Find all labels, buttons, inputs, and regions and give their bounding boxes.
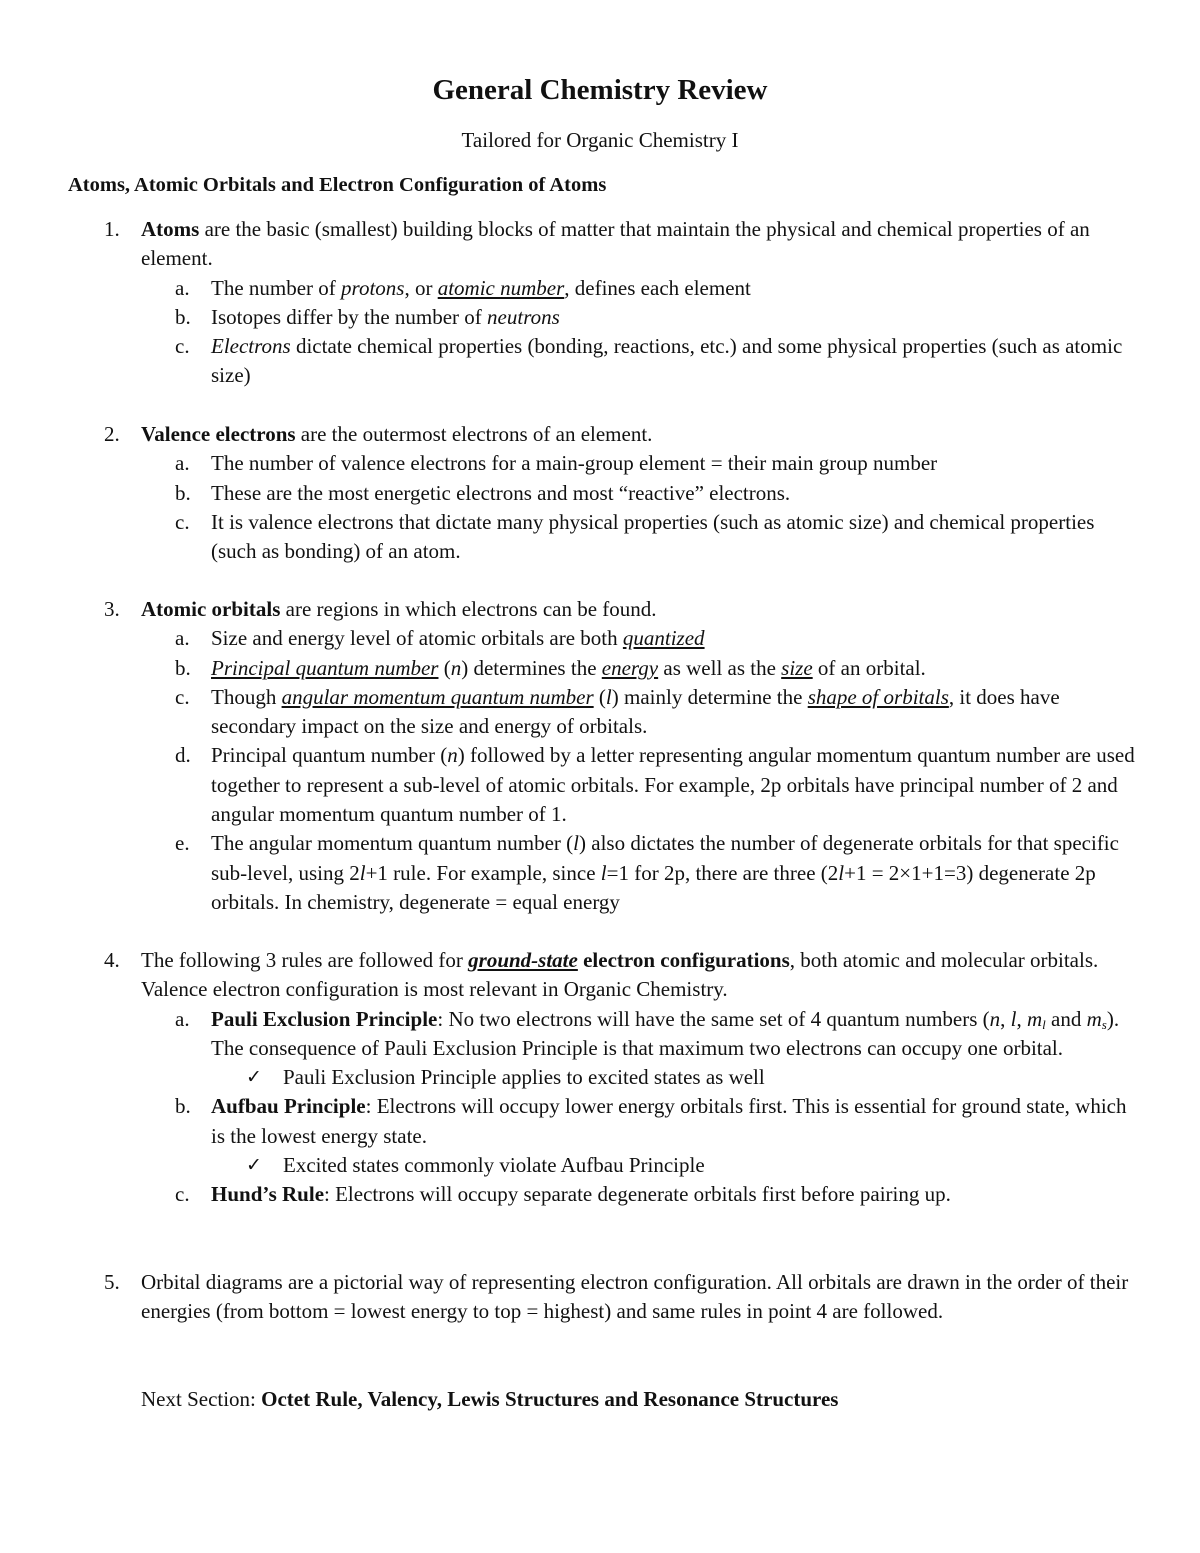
text: Size and energy level of atomic orbitals are both bbox=[211, 626, 623, 651]
item-body: are the basic (smallest) building blocks of matter that maintain the physical and chemical properties of an element. bbox=[141, 217, 1090, 271]
text: as well as the bbox=[658, 655, 782, 680]
text: ( bbox=[593, 684, 606, 709]
sub-item-3a bbox=[0, 624, 1200, 653]
item-body: are the outermost electrons of an element. bbox=[295, 422, 653, 446]
text: ( bbox=[438, 655, 451, 680]
text: , bbox=[1000, 1006, 1011, 1031]
text: ) mainly determine the bbox=[611, 684, 808, 709]
sub-letter: b. bbox=[175, 655, 191, 680]
item-number: 2. bbox=[104, 422, 120, 446]
text: Excited states commonly violate Aufbau Principle bbox=[283, 1153, 705, 1178]
sub-letter: c. bbox=[175, 684, 190, 709]
text: The following 3 rules are followed for bbox=[141, 948, 469, 972]
sub-letter: c. bbox=[175, 509, 190, 534]
text: Hund’s Rule bbox=[211, 1182, 325, 1207]
text: : Electrons will occupy separate degenerate orbitals first before pairing up. bbox=[324, 1182, 951, 1207]
text: , bbox=[1016, 1006, 1022, 1031]
text: and bbox=[1045, 1006, 1087, 1031]
check-item-aufbau bbox=[246, 1151, 1200, 1180]
sub-item-4c bbox=[0, 1180, 1200, 1209]
sub-item-4b bbox=[0, 1092, 1200, 1151]
text: quantized bbox=[622, 626, 705, 651]
text: m bbox=[1027, 1006, 1043, 1031]
item-text bbox=[141, 420, 1141, 449]
text: , or bbox=[404, 275, 438, 300]
sub-letter: b. bbox=[175, 480, 191, 505]
text: n bbox=[989, 1006, 1001, 1031]
text: angular momentum quantum number bbox=[281, 684, 594, 709]
sub-letter: c. bbox=[175, 334, 190, 359]
text: Pauli Exclusion Principle applies to excited states as well bbox=[283, 1065, 765, 1090]
sub-letter: d. bbox=[175, 743, 191, 768]
text: =1 for 2p, there are three (2 bbox=[606, 860, 839, 885]
text: l bbox=[1010, 1006, 1017, 1031]
item-number: 1. bbox=[104, 217, 120, 241]
item-text bbox=[141, 595, 1141, 624]
text: Aufbau Principle bbox=[211, 1094, 366, 1119]
sub-letter: a. bbox=[175, 626, 190, 651]
text: protons bbox=[341, 275, 405, 300]
text: +1 = 2×1+1=3) degenerate 2p orbitals. In chemistry, degenerate = equal energy bbox=[211, 860, 1096, 914]
text: , both atomic and molecular orbitals. Valence electron configuration is most relevant in Organic Chemistry. bbox=[141, 948, 1099, 1002]
item-lead: Atomic orbitals bbox=[141, 597, 281, 621]
text: l bbox=[600, 860, 607, 885]
sub-item-2b bbox=[0, 479, 1200, 508]
text: : No two electrons will have the same set of 4 quantum numbers ( bbox=[437, 1006, 990, 1031]
text: dictate chemical properties (bonding, reactions, etc.) and some physical properties (such as atomic size) bbox=[211, 334, 1123, 388]
item-lead: Valence electrons bbox=[141, 422, 296, 446]
text: It is valence electrons that dictate many physical properties (such as atomic size) and chemical properties (such as bonding) of an atom. bbox=[211, 509, 1095, 564]
sub-item-3b bbox=[0, 654, 1200, 683]
sub-letter: a. bbox=[175, 451, 190, 476]
text: l bbox=[1042, 1016, 1046, 1032]
text: Electrons bbox=[211, 334, 291, 359]
text: Though bbox=[211, 684, 282, 709]
text: The angular momentum quantum number ( bbox=[211, 831, 574, 856]
text: m bbox=[1086, 1006, 1102, 1031]
sub-item-3e bbox=[0, 829, 1200, 917]
item-number: 4. bbox=[104, 948, 120, 972]
text: , it does have secondary impact on the size and energy of orbitals. bbox=[211, 684, 1060, 739]
text: energy bbox=[601, 655, 659, 680]
sub-item-4a bbox=[0, 1005, 1200, 1064]
sub-item-2c bbox=[0, 508, 1200, 567]
check-item-pauli bbox=[246, 1063, 1200, 1092]
text: atomic number bbox=[437, 275, 565, 300]
page-subtitle: Tailored for Organic Chemistry I bbox=[461, 128, 739, 152]
text: The number of bbox=[211, 275, 342, 300]
item-number: 5. bbox=[104, 1270, 120, 1294]
text: size bbox=[781, 655, 813, 680]
sub-item-3d bbox=[0, 741, 1200, 829]
sub-item-1a bbox=[0, 274, 1200, 303]
text: shape of orbitals bbox=[807, 684, 949, 709]
text: ) also dictates the number of degenerate orbitals for that specific sub-level, using 2 bbox=[211, 831, 1119, 885]
sub-letter: b. bbox=[175, 304, 191, 329]
section-heading: Atoms, Atomic Orbitals and Electron Configuration of Atoms bbox=[68, 174, 607, 196]
item-lead: Atoms bbox=[141, 217, 200, 241]
next-section-label: Next Section: bbox=[141, 1387, 262, 1411]
text: of an orbital. bbox=[812, 655, 926, 680]
page-title: General Chemistry Review bbox=[432, 74, 768, 106]
sub-letter: c. bbox=[175, 1182, 190, 1207]
text: l bbox=[605, 684, 612, 709]
text: : Electrons will occupy lower energy orbitals first. This is essential for ground state, which is the lowest energy state. bbox=[211, 1094, 1127, 1148]
text: +1 rule. For example, since bbox=[365, 860, 601, 885]
text: ground-state bbox=[468, 948, 578, 972]
text: s bbox=[1101, 1016, 1107, 1032]
sub-letter: e. bbox=[175, 831, 190, 856]
text: l bbox=[359, 860, 366, 885]
text: l bbox=[838, 860, 845, 885]
text: l bbox=[573, 831, 580, 856]
text: n bbox=[450, 655, 462, 680]
text: electron configurations bbox=[577, 948, 790, 972]
sub-letter: b. bbox=[175, 1094, 191, 1119]
item-number: 3. bbox=[104, 597, 120, 621]
next-section bbox=[141, 1384, 838, 1414]
sub-item-1b bbox=[0, 303, 1200, 332]
text: ) determines the bbox=[461, 655, 602, 680]
text: ) followed by a letter representing angular momentum quantum number are used together to represent a sub-level of atomic orbitals. For example, 2p orbitals have principal number of 2 and angular momentum quantum number of 1. bbox=[211, 743, 1135, 827]
text: neutrons bbox=[487, 304, 560, 329]
sub-letter: a. bbox=[175, 275, 190, 300]
item-body: are regions in which electrons can be found. bbox=[280, 597, 657, 621]
sub-item-3c bbox=[0, 683, 1200, 742]
text: The number of valence electrons for a main-group element = their main group number bbox=[211, 451, 938, 476]
sub-item-2a bbox=[0, 449, 1200, 478]
text: Principal quantum number ( bbox=[211, 743, 448, 768]
text: , defines each element bbox=[564, 275, 751, 300]
text: n bbox=[447, 743, 458, 768]
item-text: Orbital diagrams are a pictorial way of representing electron configuration. All orbitals are drawn in the order of their energies (from bottom = lowest energy to top = highest) and same rules in point 4 are followed. bbox=[141, 1270, 1129, 1324]
next-section-title: Octet Rule, Valency, Lewis Structures and Resonance Structures bbox=[261, 1387, 839, 1411]
checkmark-icon: ✓ bbox=[246, 1154, 262, 1177]
text: Isotopes differ by the number of bbox=[211, 304, 488, 329]
checkmark-icon: ✓ bbox=[246, 1066, 262, 1089]
sub-letter: a. bbox=[175, 1006, 190, 1031]
item-text bbox=[141, 946, 1141, 1005]
item-text bbox=[141, 215, 1141, 274]
sub-item-1c bbox=[0, 332, 1200, 391]
text: Principal quantum number bbox=[211, 655, 439, 680]
text: These are the most energetic electrons and most “reactive” electrons. bbox=[211, 480, 791, 505]
text: ). The consequence of Pauli Exclusion Principle is that maximum two electrons can occupy one orbital. bbox=[211, 1006, 1120, 1060]
text: Pauli Exclusion Principle bbox=[211, 1006, 438, 1031]
